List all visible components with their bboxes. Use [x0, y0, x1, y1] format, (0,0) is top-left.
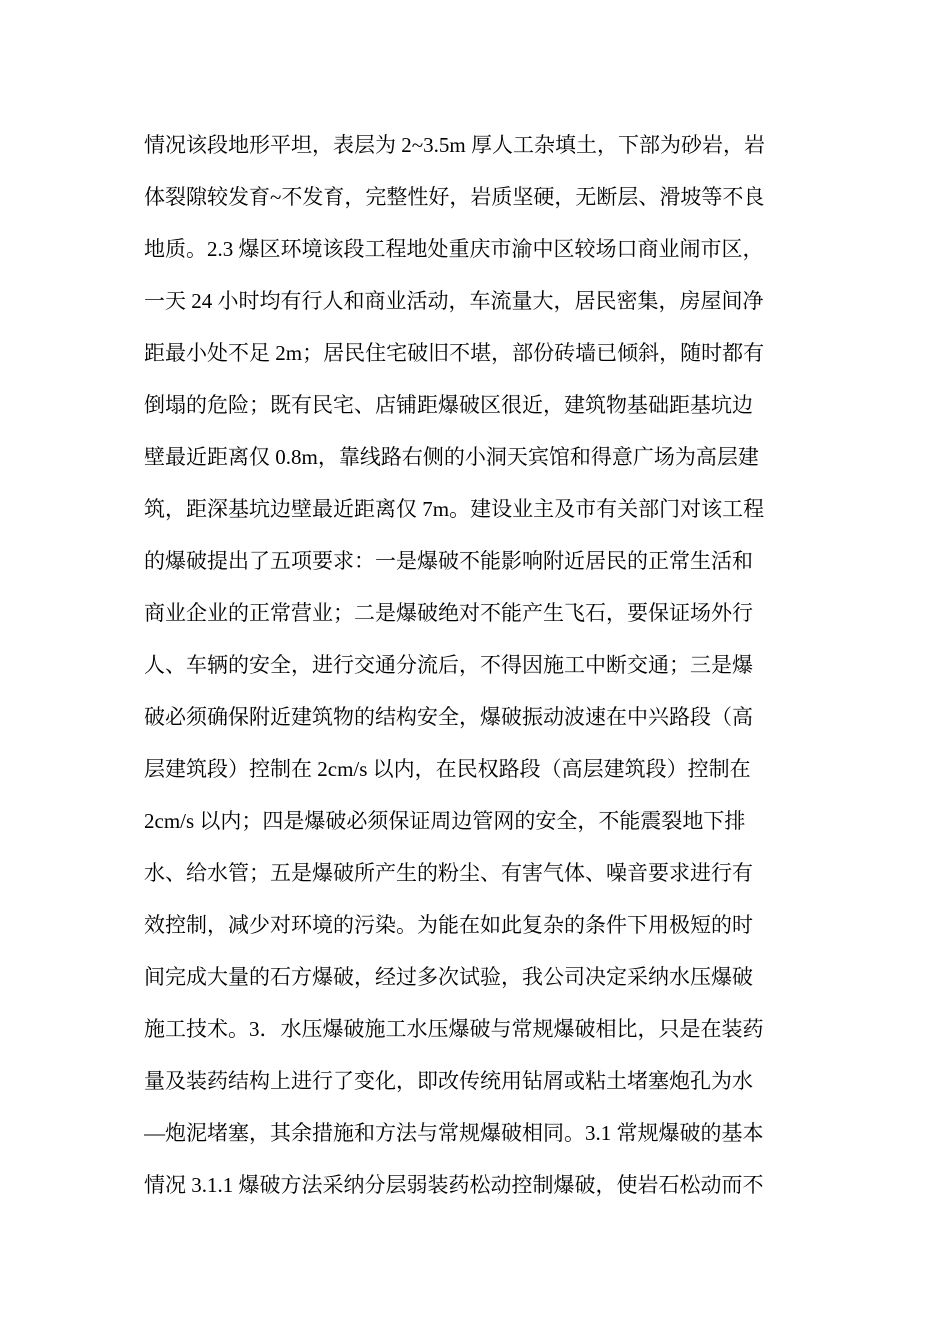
text-line: 一天 24 小时均有行人和商业活动，车流量大，居民密集，房屋间净 — [144, 289, 764, 313]
text-line: 商业企业的正常营业；二是爆破绝对不能产生飞石，要保证场外行 — [144, 601, 753, 625]
text-line: —炮泥堵塞，其余措施和方法与常规爆破相同。3.1 常规爆破的基本 — [144, 1121, 764, 1145]
text-line: 层建筑段）控制在 2cm/s 以内，在民权路段（高层建筑段）控制在 — [144, 757, 751, 781]
text-line: 量及装药结构上进行了变化，即改传统用钻屑或粘土堵塞炮孔为水 — [144, 1069, 753, 1093]
text-line: 距最小处不足 2m；居民住宅破旧不堪，部份砖墙已倾斜，随时都有 — [144, 341, 765, 365]
text-line: 效控制，减少对环境的污染。为能在如此复杂的条件下用极短的时 — [144, 913, 753, 937]
text-line: 情况 3.1.1 爆破方法采纳分层弱装药松动控制爆破，使岩石松动而不 — [144, 1173, 764, 1197]
text-line: 的爆破提出了五项要求：一是爆破不能影响附近居民的正常生活和 — [144, 549, 753, 573]
text-line: 壁最近距离仅 0.8m，靠线路右侧的小洞天宾馆和得意广场为高层建 — [144, 445, 759, 469]
text-line: 破必须确保附近建筑物的结构安全，爆破振动波速在中兴路段（高 — [144, 705, 753, 729]
text-line: 间完成大量的石方爆破，经过多次试验，我公司决定采纳水压爆破 — [144, 965, 753, 989]
text-line: 倒塌的危险；既有民宅、店铺距爆破区很近，建筑物基础距基坑边 — [144, 393, 753, 417]
text-line: 筑，距深基坑边壁最近距离仅 7m。建设业主及市有关部门对该工程 — [144, 497, 765, 521]
text-line: 水、给水管；五是爆破所产生的粉尘、有害气体、噪音要求进行有 — [144, 861, 753, 885]
text-line: 地质。2.3 爆区环境该段工程地处重庆市渝中区较场口商业闹市区， — [144, 237, 764, 261]
text-line: 情况该段地形平坦，表层为 2~3.5m 厚人工杂填土，下部为砂岩，岩 — [144, 133, 765, 157]
text-line: 人、车辆的安全，进行交通分流后，不得因施工中断交通；三是爆 — [144, 653, 753, 677]
text-line: 2cm/s 以内；四是爆破必须保证周边管网的安全，不能震裂地下排 — [144, 809, 746, 833]
text-line: 体裂隙较发育~不发育，完整性好，岩质坚硬，无断层、滑坡等不良 — [144, 185, 765, 209]
text-line: 施工技术。3．水压爆破施工水压爆破与常规爆破相比，只是在装药 — [144, 1017, 764, 1041]
body-text — [144, 119, 814, 1211]
